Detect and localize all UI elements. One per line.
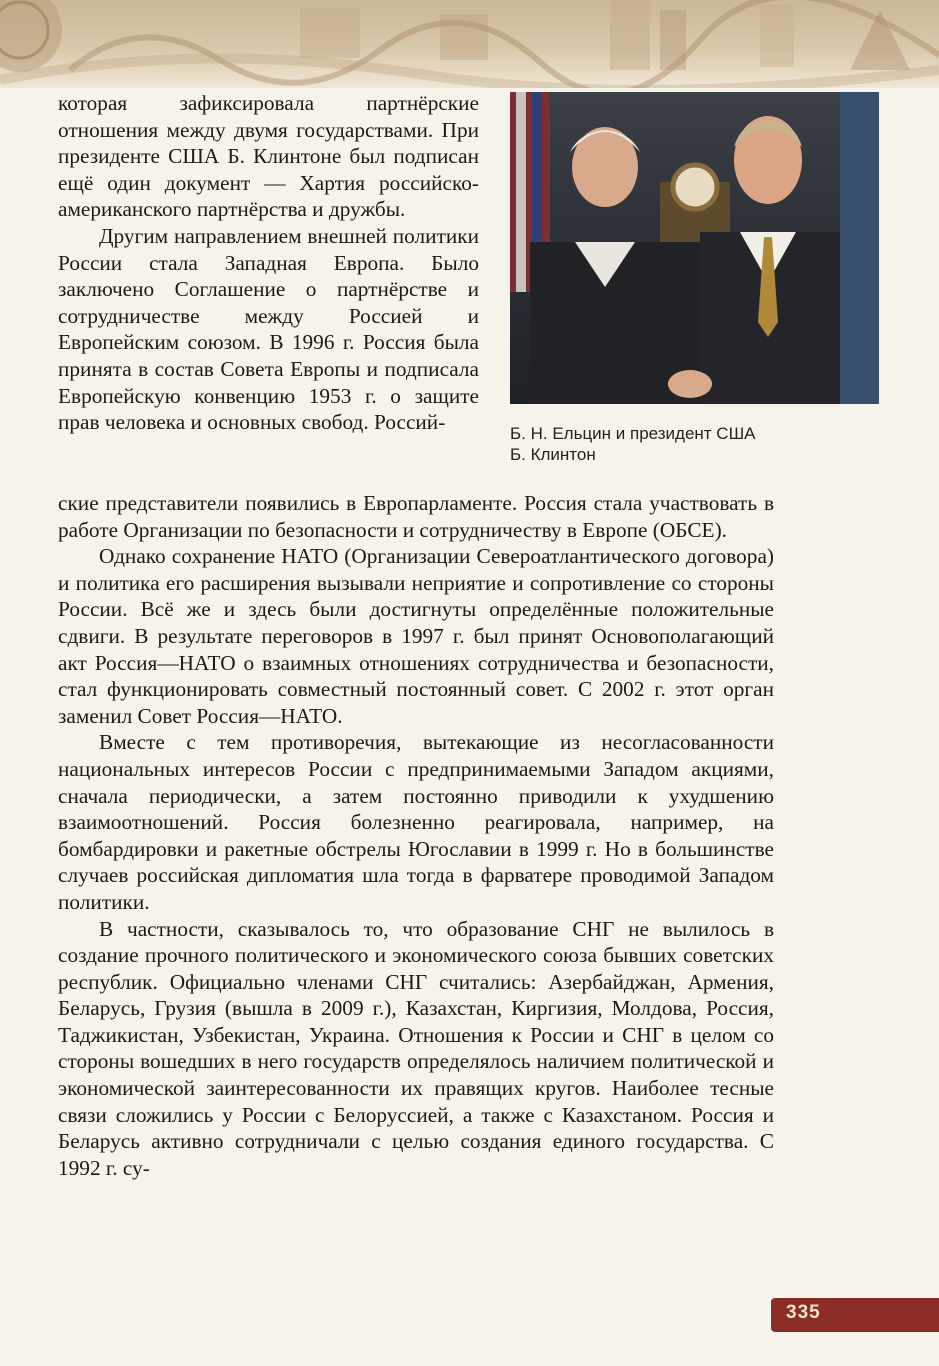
decorative-header-banner <box>0 0 939 88</box>
page-number: 335 <box>786 1302 821 1323</box>
text-column-left <box>58 90 479 436</box>
photo-yeltsin-clinton <box>510 92 879 404</box>
paragraph: ские представители появились в Европарламенте. Россия стала участвовать в работе Организации по безопасности и сотрудничеству в Европе (ОБСЕ). <box>58 491 774 542</box>
paragraph: Другим направлением внешней политики России стала Западная Европа. Было заключено Соглашение о партнёрстве и сотрудничестве между Россией и Европейским союзом. В 1996 г. Россия была принята в состав Совета Европы и подписала Европейскую конвенцию 1953 г. о защите прав человека и основных свобод. Россий- <box>58 223 479 435</box>
text-column-full <box>58 490 774 1181</box>
photo-illustration <box>510 92 879 404</box>
caption-line: Б. Н. Ельцин и президент США <box>510 424 756 443</box>
photo-caption <box>510 423 840 465</box>
banner-ornament-icon <box>0 0 939 88</box>
paragraph: которая зафиксировала партнёрские отношения между двумя государствами. При президенте США Б. Клинтоне был подписан ещё один документ — Хартия российско-американского партнёрства и дружбы. <box>58 91 479 222</box>
paragraph: Однако сохранение НАТО (Организации Североатлантического договора) и политика его расширения вызывали неприятие и сопротивление со стороны России. Всё же и здесь были достигнуты определённые положительные сдвиги. В результате переговоров в 1997 г. был принят Основополагающий акт Россия—НАТО о взаимных отношениях сотрудничества и безопасности, стал функционировать совместный постоянный совет. С 2002 г. этот орган заменил Совет Россия—НАТО. <box>58 544 774 728</box>
paragraph: В частности, сказывалось то, что образование СНГ не вылилось в создание прочного политического и экономического союза бывших советских республик. Официально членами СНГ считались: Азербайджан, Армения, Беларусь, Грузия (вышла в 2009 г.), Казахстан, Киргизия, Молдова, Россия, Таджикистан, Узбекистан, Украина. Отношения к России и СНГ в целом со стороны вошедших в него государств определялось наличием политической и экономической заинтересованности их правящих кругов. Наиболее тесные связи сложились у России с Белоруссией, а также с Казахстаном. Россия и Беларусь активно сотрудничали с целью создания единого государства. С 1992 г. су- <box>58 916 774 1180</box>
caption-line: Б. Клинтон <box>510 445 596 464</box>
paragraph: Вместе с тем противоречия, вытекающие из несогласованности национальных интересов России с предпринимаемыми Западом акциями, сначала периодически, а затем постоянно приводили к ухудшению взаимоотношений. Россия болезненно реагировала, например, на бомбардировки и ракетные обстрелы Югославии в 1999 г. Но в большинстве случаев российская дипломатия шла тогда в фарватере проводимой Западом политики. <box>58 730 774 914</box>
